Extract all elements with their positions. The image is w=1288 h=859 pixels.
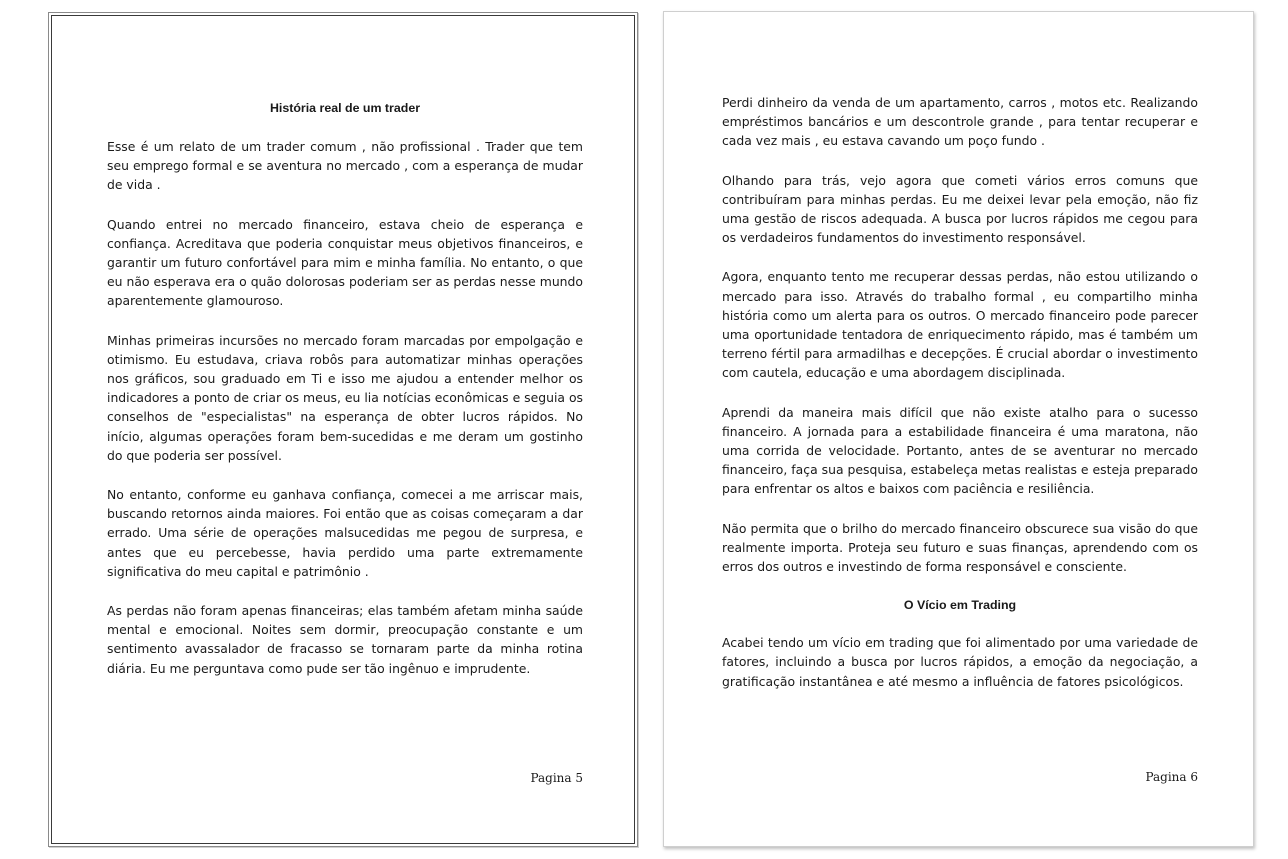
paragraph: Aprendi da maneira mais difícil que não existe atalho para o sucesso financeiro. A jornada para a estabilidade financeira é uma maratona, não uma corrida de velocidade. Portanto, antes de se aventurar no mercado financeiro, faça sua pesquisa, estabeleça metas realistas e esteja preparado para enfrentar os altos e baixos com paciência e resiliência. [722, 404, 1198, 497]
page-number: Pagina 5 [530, 771, 583, 785]
paragraph: Perdi dinheiro da venda de um apartamento, carros , motos etc. Realizando empréstimos bancários e um descontrole grande , para tentar recuperar e cada vez mais , eu estava cavando um poço fundo . [722, 95, 1198, 149]
paragraph: Olhando para trás, vejo agora que cometi vários erros comuns que contribuíram para minhas perdas. Eu me deixei levar pela emoção, não fiz uma gestão de riscos adequada. A busca por lucros rápidos me cegou para os verdadeiros fundamentos do investimento responsável. [722, 172, 1198, 246]
paragraph: As perdas não foram apenas financeiras; elas também afetam minha saúde mental e emocional. Noites sem dormir, preocupação constante e um sentimento avassalador de fracasso se tornaram parte da minha rotina diária. Eu me perguntava como pude ser tão ingênuo e imprudente. [107, 603, 583, 676]
page-number: Pagina 6 [1145, 770, 1198, 784]
paragraph: Acabei tendo um vício em trading que foi alimentado por uma variedade de fatores, incluindo a busca por lucros rápidos, a emoção da negociação, a gratificação instantânea e até mesmo a influência de fatores psicológicos. [722, 635, 1198, 689]
paragraph: Não permita que o brilho do mercado financeiro obscurece sua visão do que realmente importa. Proteja seu futuro e suas finanças, aprendendo com os erros dos outros e investindo de forma responsável e consciente. [722, 520, 1198, 575]
paragraph: No entanto, conforme eu ganhava confiança, comecei a me arriscar mais, buscando retornos ainda maiores. Foi então que as coisas começaram a dar errado. Uma série de operações malsucedidas me pegou de surpresa, e antes que eu percebesse, havia perdido uma parte extremamente significativa do meu capital e patrimônio . [107, 487, 583, 579]
document-page-6 [663, 11, 1254, 847]
paragraph: Agora, enquanto tento me recuperar dessas perdas, não estou utilizando o mercado para isso. Através do trabalho formal , eu compartilho minha história como um alerta para os outros. O mercado financeiro pode parecer uma oportunidade tentadora de enriquecimento rápido, mas é também um terreno fértil para armadilhas e decepções. É crucial abordar o investimento com cautela, educação e uma abordagem disciplinada. [722, 269, 1198, 381]
page-content [107, 99, 583, 698]
paragraph: Minhas primeiras incursões no mercado foram marcadas por empolgação e otimismo. Eu estudava, criava robôs para automatizar minhas operações nos gráficos, sou graduado em Ti e isso me ajudou a entender melhor os indicadores a ponto de criar os meus, eu lia notícias econômicas e seguia os conselhos de "especialistas" na esperança de obter lucros rápidos. No início, algumas operações foram bem-sucedidas e me deram um gostinho do que poderia ser possível. [107, 332, 583, 463]
section-title: O Vício em Trading [903, 598, 1017, 613]
paragraph: Quando entrei no mercado financeiro, estava cheio de esperança e confiança. Acreditava que poderia conquistar meus objetivos financeiros, e garantir um futuro confortável para mim e minha família. No entanto, o que eu não esperava era o quão dolorosas poderiam ser as perdas nesse mundo aparentemente glamouroso. [107, 216, 583, 309]
paragraph: Esse é um relato de um trader comum , não profissional . Trader que tem seu emprego formal e se aventura no mercado , com a esperança de mudar de vida . [107, 139, 583, 193]
document-page-5 [48, 12, 638, 847]
page-content [722, 93, 1198, 711]
chapter-title: História real de um trader [269, 101, 421, 115]
